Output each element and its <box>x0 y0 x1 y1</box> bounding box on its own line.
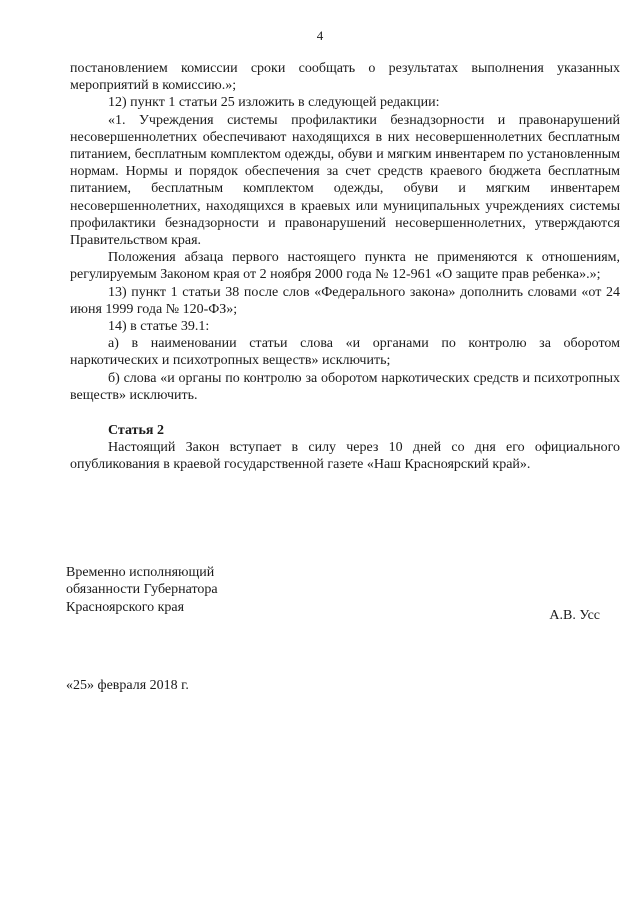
paragraph-provisions: Положения абзаца первого настоящего пункта не применяются к отношениям, регулируемым Законом края от 2 ноября 2000 года № 12-961 «О защите прав ребенка».»; <box>70 250 620 283</box>
signature-name: А.В. Усс <box>549 608 600 623</box>
paragraph-item-13: 13) пункт 1 статьи 38 после слов «Федерального закона» дополнить словами «от 24 июня 1999 года № 120-ФЗ»; <box>70 284 620 317</box>
document-body <box>70 60 620 474</box>
page-number: 4 <box>316 28 324 43</box>
paragraph-item-12: 12) пункт 1 статьи 25 изложить в следующей редакции: <box>108 95 440 111</box>
paragraph-item-14b: б) слова «и органы по контролю за оборотом наркотических средств и психотропных веществ» исключить. <box>70 370 620 403</box>
paragraph-item-14: 14) в статье 39.1: <box>108 319 210 335</box>
signature-position-line3: Красноярского края <box>66 599 185 615</box>
paragraph-continuation: постановлением комиссии сроки сообщать о результатах выполнения указанных мероприятий в комиссию.»; <box>70 61 620 94</box>
paragraph-item-14a: а) в наименовании статьи слова «и органами по контролю за оборотом наркотических и психотропных веществ» исключить; <box>70 336 620 369</box>
article-2-heading: Статья 2 <box>108 423 164 439</box>
signature-block <box>66 564 566 616</box>
paragraph-quote-1: «1. Учреждения системы профилактики безнадзорности и правонарушений несовершеннолетних обеспечивают находящихся в них несовершеннолетних бесплатным питанием, бесплатным комплектом одежды, обуви и мягким инвентарем по установленным нормам. Нормы и порядок обеспечения за счет средств краевого бюджета бесплатным питанием, бесплатным комплектом одежды, обуви и мягким инвентарем несовершеннолетних, находящихся в краевых или муниципальных учреждениях системы профилактики безнадзорности и правонарушений несовершеннолетних, утверждаются Правительством края. <box>70 112 620 249</box>
signature-position-line2: обязанности Губернатора <box>66 582 218 598</box>
signature-position-line1: Временно исполняющий <box>66 565 215 580</box>
article-2-text: Настоящий Закон вступает в силу через 10 дней со дня его официального опубликования в краевой государственной газете «Наш Красноярский край». <box>70 440 620 473</box>
document-date: «25» февраля 2018 г. <box>66 678 189 693</box>
